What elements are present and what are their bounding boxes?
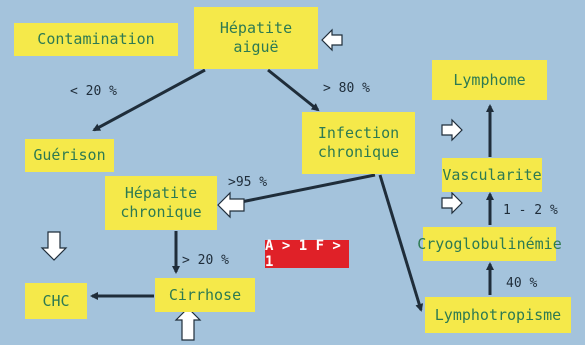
hollow-arrow-up-icon	[176, 308, 200, 340]
hollow-arrow-left-icon	[218, 193, 244, 217]
node-label: Lymphome	[453, 70, 526, 89]
edge-label-gt80: > 80 %	[323, 81, 370, 96]
node-infection-chronique	[302, 112, 415, 174]
edge-label-gt95: >95 %	[228, 175, 268, 190]
node-label: Cirrhose	[168, 285, 242, 304]
hollow-arrow-left-icon	[322, 30, 342, 50]
node-label: Cryoglobulinémie	[417, 234, 562, 253]
node-chc	[25, 283, 87, 319]
arrow-aigue-to-infection	[268, 70, 318, 110]
edge-label-lt20: < 20 %	[70, 84, 117, 99]
node-lymphotropisme	[425, 297, 571, 333]
edge-label-40: 40 %	[506, 276, 538, 291]
node-cryoglobulinemie	[417, 227, 562, 261]
node-label: Lymphotropisme	[434, 305, 562, 324]
score-badge	[265, 240, 349, 268]
hollow-arrow-down-icon	[42, 232, 66, 260]
node-vascularite	[442, 158, 542, 192]
node-contamination	[14, 23, 178, 56]
node-label: Infection chronique	[317, 124, 400, 161]
node-lymphome	[432, 60, 547, 100]
hollow-arrow-right-icon	[442, 120, 462, 140]
node-label: Hépatite aiguë	[219, 19, 293, 56]
badge-label: A > 1 F > 1	[265, 238, 341, 270]
node-label: Guérison	[33, 146, 106, 165]
node-cirrhose	[155, 278, 255, 312]
node-label: Vascularite	[442, 165, 542, 184]
arrow-infection-to-lymphotropisme	[380, 175, 421, 310]
arrow-aigue-to-guerison	[94, 70, 205, 130]
edge-label-1-2: 1 - 2 %	[503, 203, 558, 218]
edge-label-gt20: > 20 %	[182, 253, 229, 268]
hollow-arrow-right-icon	[442, 193, 462, 213]
node-label: Hépatite chronique	[120, 184, 202, 221]
node-label: Contamination	[37, 30, 155, 49]
node-guerison	[25, 139, 114, 172]
node-label: CHC	[42, 291, 70, 310]
node-hepatite-aigue	[194, 7, 318, 69]
node-hepatite-chronique	[105, 176, 217, 230]
